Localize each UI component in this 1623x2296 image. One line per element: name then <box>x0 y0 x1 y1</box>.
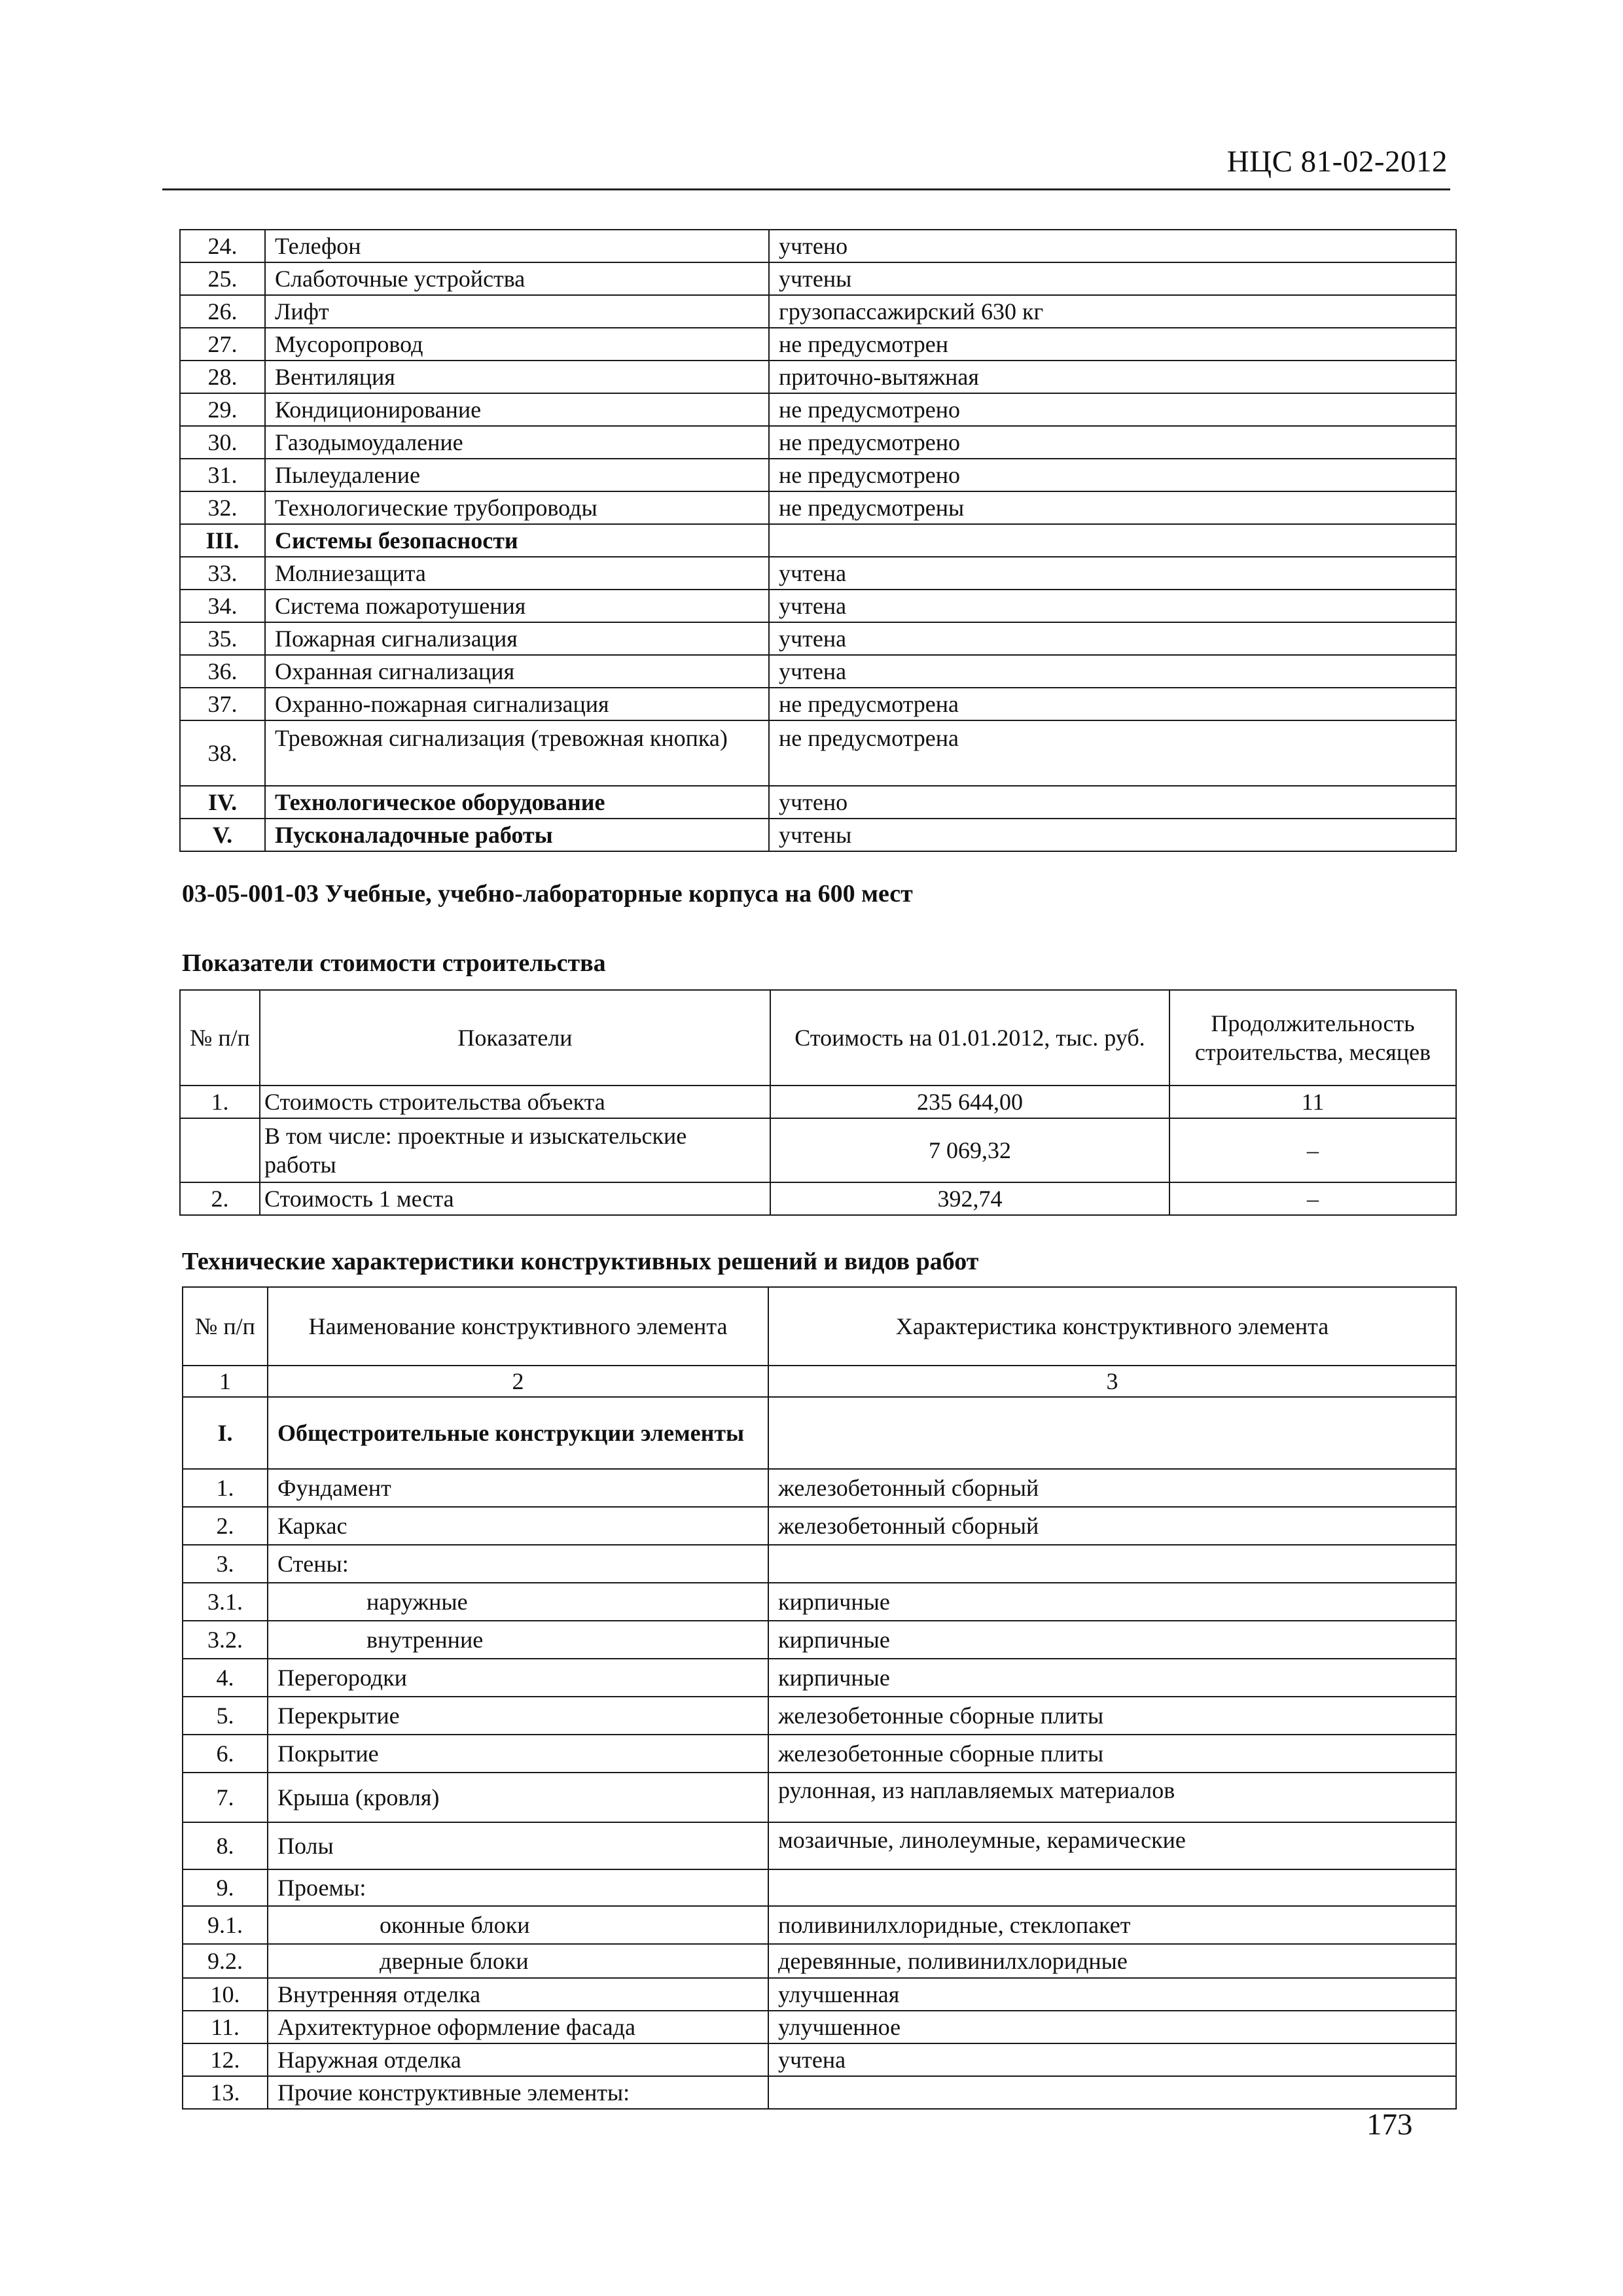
row-value: учтено <box>769 230 1456 262</box>
row-characteristic: железобетонный сборный <box>768 1469 1456 1507</box>
row-name: Перекрытие <box>268 1697 768 1735</box>
header-name: Наименование конструктивного элемента <box>268 1287 768 1366</box>
row-name: Покрытие <box>268 1735 768 1773</box>
row-characteristic: кирпичные <box>768 1583 1456 1621</box>
row-value: учтены <box>769 819 1456 851</box>
row-value: не предусмотрена <box>769 688 1456 720</box>
engineering-systems-table <box>179 229 1457 852</box>
table-row <box>180 688 1456 720</box>
row-value: не предусмотрен <box>769 328 1456 361</box>
row-characteristic: учтена <box>768 2043 1456 2076</box>
row-number: 31. <box>180 459 265 491</box>
tech-table-head <box>183 1287 1456 1397</box>
table-row <box>180 295 1456 328</box>
table-row <box>183 1978 1456 2011</box>
row-number: 9.1. <box>183 1906 268 1944</box>
document-code: НЦС 81-02-2012 <box>1226 145 1448 179</box>
section-row <box>183 1397 1456 1469</box>
row-number: I. <box>183 1397 268 1469</box>
table-row <box>183 2076 1456 2109</box>
row-characteristic: рулонная, из наплавляемых материалов <box>768 1773 1456 1822</box>
header-cost: Стоимость на 01.01.2012, тыс. руб. <box>770 990 1169 1086</box>
table-row <box>180 720 1456 786</box>
row-name: внутренние <box>268 1621 768 1659</box>
row-characteristic <box>768 1397 1456 1469</box>
table-row <box>180 230 1456 262</box>
row-characteristic <box>768 2076 1456 2109</box>
column-number: 2 <box>268 1366 768 1397</box>
row-value: не предусмотрены <box>769 491 1456 524</box>
row-characteristic: кирпичные <box>768 1659 1456 1697</box>
table-row <box>183 1944 1456 1978</box>
row-number: 11. <box>183 2011 268 2043</box>
table-row <box>180 655 1456 688</box>
row-cost: 392,74 <box>770 1182 1169 1215</box>
row-number: 6. <box>183 1735 268 1773</box>
row-number: 29. <box>180 393 265 426</box>
row-characteristic: деревянные, поливинилхлоридные <box>768 1944 1456 1978</box>
row-number: 5. <box>183 1697 268 1735</box>
row-duration: 11 <box>1169 1086 1456 1118</box>
row-characteristic: поливинилхлоридные, стеклопакет <box>768 1906 1456 1944</box>
row-characteristic: кирпичные <box>768 1621 1456 1659</box>
row-number: 1. <box>180 1086 260 1118</box>
row-number: V. <box>180 819 265 851</box>
row-number: 3.1. <box>183 1583 268 1621</box>
row-number: 28. <box>180 361 265 393</box>
row-value: не предусмотрено <box>769 426 1456 459</box>
row-name: Телефон <box>265 230 769 262</box>
table-row <box>183 1822 1456 1869</box>
table-row <box>180 491 1456 524</box>
row-name: Полы <box>268 1822 768 1869</box>
header-indicator: Показатели <box>260 990 770 1086</box>
page-number: 173 <box>1366 2108 1413 2142</box>
row-number: 3. <box>183 1545 268 1583</box>
row-name: Система пожаротушения <box>265 590 769 622</box>
table-row <box>183 1773 1456 1822</box>
row-cost: 7 069,32 <box>770 1118 1169 1182</box>
row-number: 36. <box>180 655 265 688</box>
table-row <box>183 1545 1456 1583</box>
row-characteristic: улучшенное <box>768 2011 1456 2043</box>
row-number: 3.2. <box>183 1621 268 1659</box>
row-characteristic: улучшенная <box>768 1978 1456 2011</box>
row-name: дверные блоки <box>268 1944 768 1978</box>
header-num: № п/п <box>180 990 260 1086</box>
row-value: учтены <box>769 262 1456 295</box>
column-number-row <box>183 1366 1456 1397</box>
row-name: Пожарная сигнализация <box>265 622 769 655</box>
row-name: наружные <box>268 1583 768 1621</box>
row-value: учтена <box>769 655 1456 688</box>
table-row <box>183 1906 1456 1944</box>
table-row <box>183 2011 1456 2043</box>
row-name: Стены: <box>268 1545 768 1583</box>
header-row <box>183 1287 1456 1366</box>
table-row <box>183 1697 1456 1735</box>
column-number: 3 <box>768 1366 1456 1397</box>
row-name: Перегородки <box>268 1659 768 1697</box>
row-number: 24. <box>180 230 265 262</box>
table-row <box>183 1869 1456 1906</box>
row-name: Каркас <box>268 1507 768 1545</box>
row-name: Кондиционирование <box>265 393 769 426</box>
row-number: 37. <box>180 688 265 720</box>
row-number: IV. <box>180 786 265 819</box>
row-name: Охранная сигнализация <box>265 655 769 688</box>
row-number: 10. <box>183 1978 268 2011</box>
row-characteristic: мозаичные, линолеумные, керамические <box>768 1822 1456 1869</box>
table-row <box>180 1118 1456 1182</box>
table-row <box>183 1621 1456 1659</box>
row-name: Технологическое оборудование <box>265 786 769 819</box>
row-name: Пылеудаление <box>265 459 769 491</box>
row-number: 13. <box>183 2076 268 2109</box>
row-value: учтена <box>769 557 1456 590</box>
row-name: оконные блоки <box>268 1906 768 1944</box>
row-name: Тревожная сигнализация (тревожная кнопка) <box>265 720 769 786</box>
cost-heading: Показатели стоимости строительства <box>182 949 606 977</box>
row-characteristic: железобетонные сборные плиты <box>768 1697 1456 1735</box>
row-number: 12. <box>183 2043 268 2076</box>
row-value: учтена <box>769 590 1456 622</box>
table-row <box>180 622 1456 655</box>
row-number: 9. <box>183 1869 268 1906</box>
column-number: 1 <box>183 1366 268 1397</box>
row-duration: – <box>1169 1182 1456 1215</box>
engineering-systems-body <box>180 230 1456 851</box>
row-name: Газодымоудаление <box>265 426 769 459</box>
row-name: Прочие конструктивные элементы: <box>268 2076 768 2109</box>
cost-table <box>179 989 1457 1216</box>
row-duration: – <box>1169 1118 1456 1182</box>
table-row <box>180 262 1456 295</box>
header-duration: Продолжительность строительства, месяцев <box>1169 990 1456 1086</box>
row-name: Слаботочные устройства <box>265 262 769 295</box>
row-indicator: Стоимость строительства объекта <box>260 1086 770 1118</box>
row-number: III. <box>180 524 265 557</box>
table-row <box>180 426 1456 459</box>
table-row <box>180 393 1456 426</box>
header-num: № п/п <box>183 1287 268 1366</box>
header-rule <box>162 188 1450 190</box>
row-name: Технологические трубопроводы <box>265 491 769 524</box>
row-value: не предусмотрено <box>769 459 1456 491</box>
tech-heading: Технические характеристики конструктивных решений и видов работ <box>182 1248 979 1275</box>
cost-table-head <box>180 990 1456 1086</box>
row-name: Мусоропровод <box>265 328 769 361</box>
row-number: 38. <box>180 720 265 786</box>
row-name: Системы безопасности <box>265 524 769 557</box>
table-row <box>183 1583 1456 1621</box>
table-row <box>180 1086 1456 1118</box>
row-number: 9.2. <box>183 1944 268 1978</box>
row-number: 8. <box>183 1822 268 1869</box>
row-name: Общестроительные конструкции элементы <box>268 1397 768 1469</box>
row-value: не предусмотрено <box>769 393 1456 426</box>
row-number <box>180 1118 260 1182</box>
cost-table-body <box>180 1086 1456 1215</box>
row-value <box>769 524 1456 557</box>
row-value: учтена <box>769 622 1456 655</box>
tech-table-body <box>183 1397 1456 2109</box>
row-name: Архитектурное оформление фасада <box>268 2011 768 2043</box>
row-characteristic <box>768 1545 1456 1583</box>
row-name: Вентиляция <box>265 361 769 393</box>
row-value: грузопассажирский 630 кг <box>769 295 1456 328</box>
table-row <box>183 2043 1456 2076</box>
section-row <box>180 524 1456 557</box>
row-name: Молниезащита <box>265 557 769 590</box>
table-row <box>180 459 1456 491</box>
row-number: 32. <box>180 491 265 524</box>
row-number: 7. <box>183 1773 268 1822</box>
table-row <box>183 1507 1456 1545</box>
row-number: 35. <box>180 622 265 655</box>
row-number: 1. <box>183 1469 268 1507</box>
row-number: 4. <box>183 1659 268 1697</box>
table-row <box>180 328 1456 361</box>
row-name: Охранно-пожарная сигнализация <box>265 688 769 720</box>
table-row <box>180 361 1456 393</box>
row-indicator: В том числе: проектные и изыскательские работы <box>260 1118 770 1182</box>
row-number: 30. <box>180 426 265 459</box>
row-indicator: Стоимость 1 места <box>260 1182 770 1215</box>
table-row <box>183 1469 1456 1507</box>
section-row <box>180 819 1456 851</box>
header-char: Характеристика конструктивного элемента <box>768 1287 1456 1366</box>
row-number: 25. <box>180 262 265 295</box>
row-name: Наружная отделка <box>268 2043 768 2076</box>
row-number: 26. <box>180 295 265 328</box>
row-name: Лифт <box>265 295 769 328</box>
table-row <box>180 1182 1456 1215</box>
row-name: Фундамент <box>268 1469 768 1507</box>
object-title: 03-05-001-03 Учебные, учебно-лабораторные корпуса на 600 мест <box>182 880 913 908</box>
row-name: Проемы: <box>268 1869 768 1906</box>
section-row <box>180 786 1456 819</box>
row-characteristic: железобетонный сборный <box>768 1507 1456 1545</box>
row-name: Внутренняя отделка <box>268 1978 768 2011</box>
row-name: Крыша (кровля) <box>268 1773 768 1822</box>
row-cost: 235 644,00 <box>770 1086 1169 1118</box>
table-row <box>183 1659 1456 1697</box>
row-characteristic <box>768 1869 1456 1906</box>
row-name: Пусконаладочные работы <box>265 819 769 851</box>
row-number: 27. <box>180 328 265 361</box>
table-row <box>180 590 1456 622</box>
row-number: 2. <box>183 1507 268 1545</box>
row-value: учтено <box>769 786 1456 819</box>
row-number: 2. <box>180 1182 260 1215</box>
row-value: не предусмотрена <box>769 720 1456 786</box>
row-number: 34. <box>180 590 265 622</box>
tech-characteristics-table <box>182 1286 1457 2110</box>
header-row <box>180 990 1456 1086</box>
row-value: приточно-вытяжная <box>769 361 1456 393</box>
row-characteristic: железобетонные сборные плиты <box>768 1735 1456 1773</box>
row-number: 33. <box>180 557 265 590</box>
table-row <box>180 557 1456 590</box>
table-row <box>183 1735 1456 1773</box>
